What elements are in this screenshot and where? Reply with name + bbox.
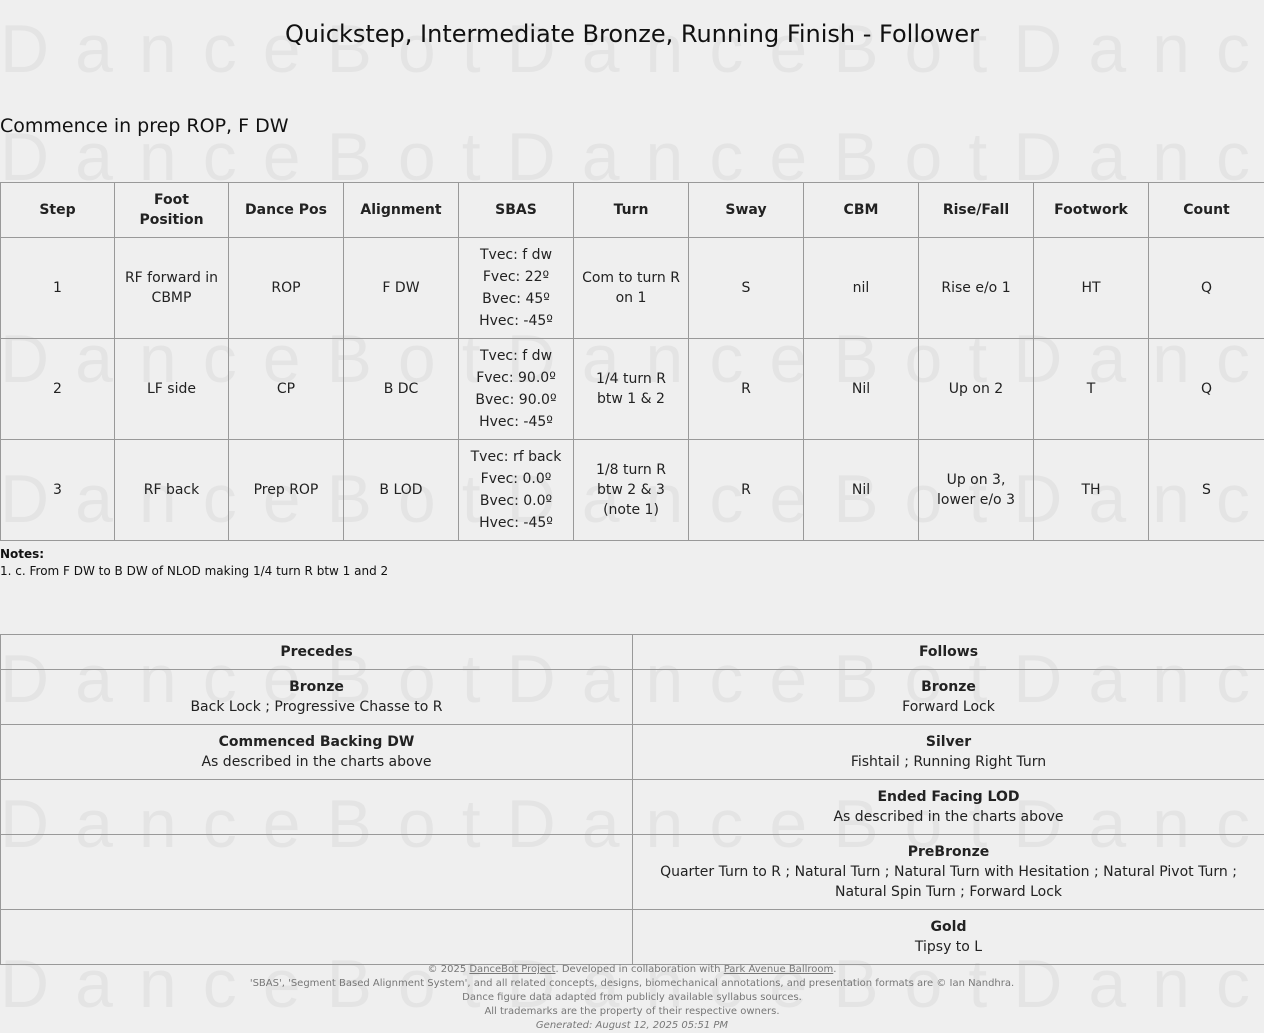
figure-list: Forward Lock bbox=[902, 699, 995, 715]
footwork: TH bbox=[1034, 440, 1149, 541]
foot-position: RF back bbox=[115, 440, 229, 541]
table-row bbox=[1, 670, 1264, 725]
precedes-cell-empty bbox=[1, 910, 633, 965]
foot-position: LF side bbox=[115, 339, 229, 440]
trademark-line: All trademarks are the property of their respective owners. bbox=[484, 1006, 780, 1017]
commence-heading: Commence in prep ROP, F DW bbox=[0, 115, 289, 137]
follows-cell bbox=[633, 835, 1264, 910]
column-header: CBM bbox=[804, 183, 919, 238]
sbas-hvec: Hvec: -45º bbox=[479, 414, 553, 430]
sbas-bvec: Bvec: 90.0º bbox=[475, 392, 557, 408]
figure-list: As described in the charts above bbox=[833, 809, 1064, 825]
rise-fall: Up on 3, lower e/o 3 bbox=[919, 440, 1034, 541]
figure-list: As described in the charts above bbox=[201, 754, 432, 770]
sbas-tvec: Tvec: rf back bbox=[470, 449, 562, 465]
column-header: Foot Position bbox=[115, 183, 229, 238]
column-header: SBAS bbox=[459, 183, 574, 238]
column-header: Rise/Fall bbox=[919, 183, 1034, 238]
table-row bbox=[1, 440, 1264, 541]
turn: Com to turn R on 1 bbox=[574, 238, 689, 339]
count: S bbox=[1149, 440, 1264, 541]
table-row bbox=[1, 835, 1264, 910]
collab-end: . bbox=[833, 964, 837, 975]
column-header: Footwork bbox=[1034, 183, 1149, 238]
copyright-prefix: © 2025 bbox=[427, 964, 470, 975]
level-label: Gold bbox=[930, 919, 967, 935]
rise-fall: Rise e/o 1 bbox=[919, 238, 1034, 339]
copyright-line bbox=[0, 963, 1264, 977]
table-row bbox=[1, 910, 1264, 965]
alignment: F DW bbox=[344, 238, 459, 339]
table-row bbox=[1, 339, 1264, 440]
precedes-header: Precedes bbox=[1, 635, 633, 670]
sway: R bbox=[689, 339, 804, 440]
sbas-cell bbox=[459, 339, 574, 440]
sbas-tvec: Tvec: f dw bbox=[479, 348, 553, 364]
steps-table bbox=[0, 182, 1264, 541]
collab-text: . Developed in collaboration with bbox=[555, 964, 724, 975]
relations-header-row bbox=[1, 635, 1264, 670]
sway: S bbox=[689, 238, 804, 339]
sbas-fvec: Fvec: 0.0º bbox=[480, 471, 552, 487]
turn: 1/4 turn R btw 1 & 2 bbox=[574, 339, 689, 440]
precedes-cell bbox=[1, 670, 633, 725]
sbas-hvec: Hvec: -45º bbox=[479, 515, 553, 531]
dance-position: CP bbox=[229, 339, 344, 440]
note-item: 1. c. From F DW to B DW of NLOD making 1/4 turn R btw 1 and 2 bbox=[0, 564, 389, 578]
follows-header: Follows bbox=[633, 635, 1264, 670]
table-row bbox=[1, 780, 1264, 835]
notes-section bbox=[0, 546, 388, 580]
data-source-line: Dance figure data adapted from publicly available syllabus sources. bbox=[462, 992, 802, 1003]
footwork: T bbox=[1034, 339, 1149, 440]
turn: 1/8 turn R btw 2 & 3 (note 1) bbox=[574, 440, 689, 541]
step-number: 3 bbox=[1, 440, 115, 541]
figure-list: Back Lock ; Progressive Chasse to R bbox=[190, 699, 443, 715]
generated-timestamp: Generated: August 12, 2025 05:51 PM bbox=[535, 1020, 729, 1031]
sway: R bbox=[689, 440, 804, 541]
level-label: Silver bbox=[925, 734, 972, 750]
count: Q bbox=[1149, 339, 1264, 440]
level-label: Bronze bbox=[289, 679, 344, 695]
precedes-cell bbox=[1, 725, 633, 780]
figure-list: Quarter Turn to R ; Natural Turn ; Natural Turn with Hesitation ; Natural Pivot Turn ; Natural Spin Turn ; Forward Lock bbox=[660, 864, 1237, 900]
dancebot-project-link[interactable]: DanceBot Project bbox=[469, 964, 556, 975]
column-header: Turn bbox=[574, 183, 689, 238]
follows-cell bbox=[633, 910, 1264, 965]
column-header: Step bbox=[1, 183, 115, 238]
table-row bbox=[1, 238, 1264, 339]
rise-fall: Up on 2 bbox=[919, 339, 1034, 440]
figure-list: Fishtail ; Running Right Turn bbox=[850, 754, 1047, 770]
sbas-copyright-line: 'SBAS', 'Segment Based Alignment System', and all related concepts, designs, biomechanical annotations, and presentation formats are © Ian Nandhra. bbox=[249, 978, 1015, 989]
sbas-bvec: Bvec: 45º bbox=[482, 291, 550, 307]
level-label: PreBronze bbox=[907, 844, 990, 860]
table-row bbox=[1, 725, 1264, 780]
sbas-fvec: Fvec: 22º bbox=[482, 269, 550, 285]
alignment: B DC bbox=[344, 339, 459, 440]
follows-cell bbox=[633, 670, 1264, 725]
column-header: Count bbox=[1149, 183, 1264, 238]
step-number: 1 bbox=[1, 238, 115, 339]
cbm: Nil bbox=[804, 440, 919, 541]
dance-position: Prep ROP bbox=[229, 440, 344, 541]
alignment: B LOD bbox=[344, 440, 459, 541]
footer bbox=[0, 963, 1264, 1033]
sbas-bvec: Bvec: 0.0º bbox=[479, 493, 553, 509]
level-label: Commenced Backing DW bbox=[218, 734, 415, 750]
park-avenue-ballroom-link[interactable]: Park Avenue Ballroom bbox=[723, 964, 834, 975]
level-label: Bronze bbox=[921, 679, 976, 695]
column-header: Sway bbox=[689, 183, 804, 238]
cbm: Nil bbox=[804, 339, 919, 440]
step-number: 2 bbox=[1, 339, 115, 440]
page-title: Quickstep, Intermediate Bronze, Running Finish - Follower bbox=[285, 20, 979, 48]
column-header: Alignment bbox=[344, 183, 459, 238]
sbas-cell bbox=[459, 238, 574, 339]
cbm: nil bbox=[804, 238, 919, 339]
sbas-hvec: Hvec: -45º bbox=[479, 313, 553, 329]
sbas-fvec: Fvec: 90.0º bbox=[476, 370, 556, 386]
steps-header-row bbox=[1, 183, 1264, 238]
dance-position: ROP bbox=[229, 238, 344, 339]
precedes-cell-empty bbox=[1, 835, 633, 910]
sbas-cell bbox=[459, 440, 574, 541]
follows-cell bbox=[633, 725, 1264, 780]
notes-heading: Notes: bbox=[0, 547, 45, 561]
foot-position: RF forward in CBMP bbox=[115, 238, 229, 339]
count: Q bbox=[1149, 238, 1264, 339]
level-label: Ended Facing LOD bbox=[877, 789, 1020, 805]
figure-list: Tipsy to L bbox=[914, 939, 983, 955]
follows-cell bbox=[633, 780, 1264, 835]
column-header: Dance Pos bbox=[229, 183, 344, 238]
relations-table bbox=[0, 634, 1264, 965]
footwork: HT bbox=[1034, 238, 1149, 339]
precedes-cell-empty bbox=[1, 780, 633, 835]
sbas-tvec: Tvec: f dw bbox=[479, 247, 553, 263]
